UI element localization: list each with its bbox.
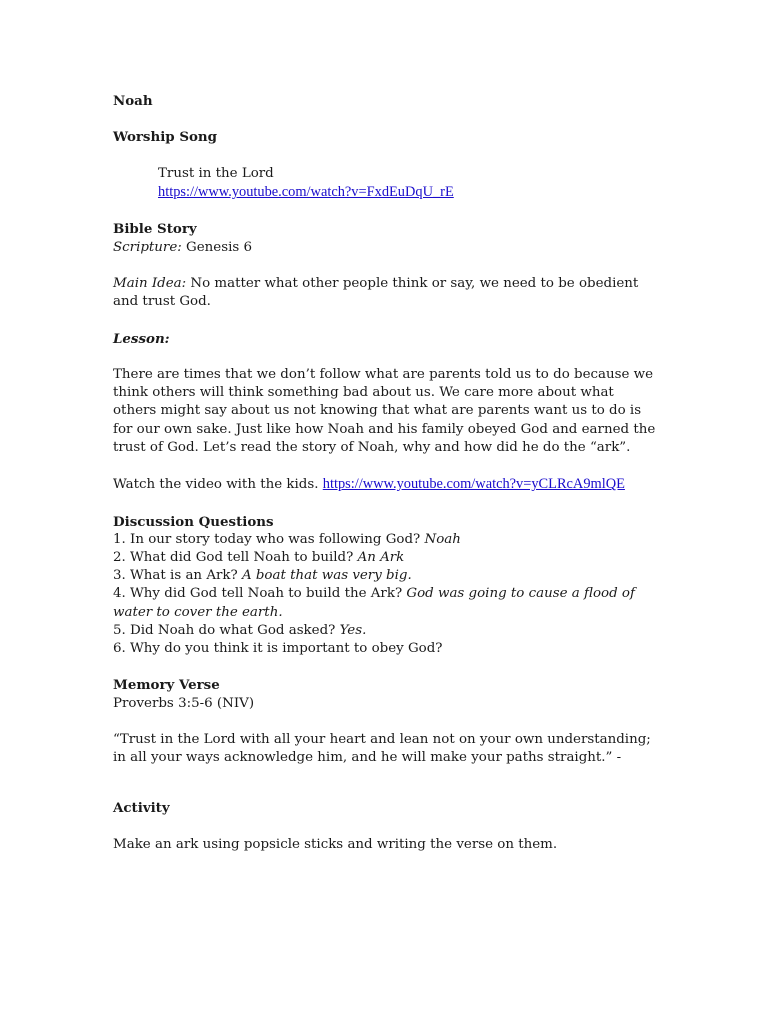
- question-text: 3. What is an Ark?: [113, 568, 242, 584]
- main-idea-label: Main Idea:: [113, 275, 187, 291]
- question-text: 1. In our story today who was following God?: [113, 531, 425, 547]
- activity-text: Make an ark using popsicle sticks and writing the verse on them.: [113, 836, 558, 852]
- scripture-line: [113, 239, 658, 257]
- list-item: [113, 567, 658, 585]
- scripture-label: Scripture:: [113, 239, 182, 255]
- bible-story-heading: Bible Story: [113, 221, 197, 238]
- document-page: [113, 92, 658, 854]
- lesson-text: There are times that we don’t follow what are parents told us to do because we think others will think something bad about us. We care more about what others might say about us not knowing that what are parents want us to do is for our own sake. Just like how Noah and his family obeyed God and earned the trust of God. Let’s read the story of Noah, why and how did he do the “ark”.: [113, 366, 656, 455]
- video-link[interactable]: https://www.youtube.com/watch?v=yCLRcA9mlQE: [322, 476, 625, 493]
- discussion-list: [113, 531, 658, 658]
- answer-text: God was going to cause a flood of water to cover the earth.: [113, 586, 635, 620]
- main-idea-text: No matter what other people think or say, we need to be obedient and trust God.: [113, 275, 639, 310]
- list-item: [113, 531, 658, 549]
- activity-heading: Activity: [113, 800, 170, 817]
- memory-verse-heading: Memory Verse: [113, 677, 220, 694]
- memory-verse-reference: Proverbs 3:5-6 (NIV): [113, 695, 255, 711]
- main-idea: [113, 275, 658, 311]
- answer-text: A boat that was very big.: [241, 568, 412, 584]
- lesson-label: Lesson:: [113, 330, 170, 347]
- list-item: [113, 622, 658, 640]
- memory-verse-text: “Trust in the Lord with all your heart and lean not on your own understanding; in all your ways acknowledge him, and he will make your paths straight.” -: [113, 731, 651, 766]
- list-item: [113, 585, 658, 621]
- page-title: Noah: [113, 93, 153, 109]
- scripture-value: Genesis 6: [181, 239, 253, 255]
- list-item: [113, 640, 658, 658]
- answer-text: Yes.: [339, 622, 367, 638]
- answer-text: An Ark: [357, 549, 405, 565]
- question-text: 6. Why do you think it is important to obey God?: [113, 640, 443, 656]
- question-text: 5. Did Noah do what God asked?: [113, 622, 340, 638]
- question-text: 2. What did God tell Noah to build?: [113, 549, 358, 565]
- video-text: Watch the video with the kids.: [113, 477, 323, 493]
- worship-song-title: Trust in the Lord: [158, 165, 274, 181]
- answer-text: Noah: [424, 531, 461, 547]
- list-item: [113, 549, 658, 567]
- discussion-heading: Discussion Questions: [113, 513, 274, 530]
- question-text: 4. Why did God tell Noah to build the Ark?: [113, 586, 407, 602]
- worship-song-heading: Worship Song: [113, 129, 218, 146]
- video-line: [113, 475, 658, 494]
- worship-song-link[interactable]: https://www.youtube.com/watch?v=FxdEuDqU_rE: [158, 183, 454, 200]
